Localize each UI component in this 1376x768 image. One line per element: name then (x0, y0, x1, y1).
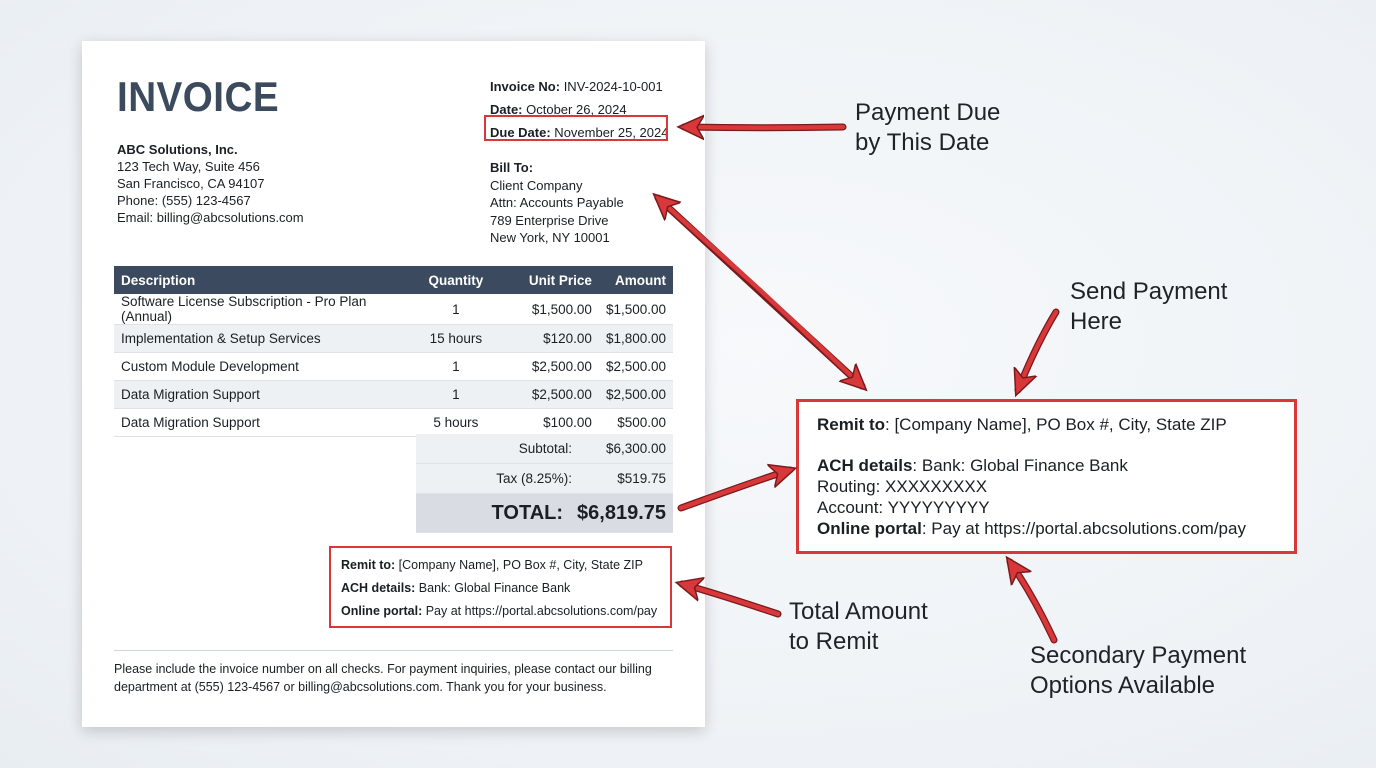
cell-amount: $2,500.00 (599, 381, 673, 409)
portal-line: Online portal: Pay at https://portal.abcsolutions.com/pay (817, 519, 1246, 538)
total-value: $6,819.75 (577, 501, 666, 524)
table-row (114, 409, 673, 437)
arrow-due-date (684, 127, 843, 128)
tax-label: Tax (8.25%): (496, 471, 572, 486)
remit-line: Remit to: [Company Name], PO Box #, City, State ZIP (341, 558, 643, 572)
cell-description: Data Migration Support (114, 381, 407, 409)
cell-description: Data Migration Support (114, 409, 407, 437)
cell-description: Custom Module Development (114, 353, 407, 381)
column-header-unit-price: Unit Price (505, 266, 599, 294)
total-label: TOTAL: (491, 501, 564, 524)
cell-amount: $500.00 (599, 409, 673, 437)
callout-total-amount: Total Amount to Remit (789, 598, 928, 655)
table-row (114, 381, 673, 409)
remit-line: Remit to: [Company Name], PO Box #, City, State ZIP (817, 415, 1227, 434)
cell-quantity: 1 (407, 381, 505, 409)
callout-payment-due: Payment Due by This Date (855, 99, 1001, 156)
tax-row (416, 464, 673, 494)
subtotal-row (416, 434, 673, 464)
company-info (117, 141, 304, 226)
invoice-document (82, 41, 705, 727)
total-row (416, 494, 673, 533)
cell-unit-price: $2,500.00 (505, 353, 599, 381)
arrow-send-payment (1018, 312, 1056, 390)
footer-divider (114, 650, 673, 651)
bill-to-line: 789 Enterprise Drive (490, 212, 609, 228)
column-header-description: Description (114, 266, 407, 294)
callout-send-payment: Send Payment Here (1070, 278, 1228, 335)
table-row (114, 325, 673, 353)
callout-secondary-options: Secondary Payment Options Available (1030, 642, 1247, 699)
routing-line: Routing: XXXXXXXXX (817, 477, 988, 496)
cell-amount: $1,500.00 (599, 294, 673, 325)
column-header-amount: Amount (599, 266, 673, 294)
table-row (114, 294, 673, 325)
footer-note: Please include the invoice number on all checks. For payment inquiries, please contact our billing department at (555) 123-4567 or billing@abcsolutions.com. Thank you for your business. (114, 662, 652, 694)
column-header-quantity: Quantity (407, 266, 505, 294)
subtotal-label: Subtotal: (518, 441, 572, 456)
bill-to-line: New York, NY 10001 (490, 230, 610, 245)
invoice-date: Date: October 26, 2024 (490, 102, 627, 117)
invoice-number: Invoice No: INV-2024-10-001 (490, 79, 663, 94)
line-items-table (114, 266, 673, 437)
cell-quantity: 15 hours (407, 325, 505, 353)
company-name: ABC Solutions, Inc. (117, 142, 238, 157)
invoice-title: INVOICE (117, 73, 280, 120)
ach-line: ACH details: Bank: Global Finance Bank (817, 456, 1128, 475)
bill-to-line: Client Company (490, 177, 583, 193)
subtotal-value: $6,300.00 (605, 441, 666, 456)
cell-quantity: 1 (407, 353, 505, 381)
company-phone: Phone: (555) 123-4567 (117, 193, 251, 208)
cell-unit-price: $2,500.00 (505, 381, 599, 409)
arrow-secondary (1010, 562, 1054, 640)
due-date-highlight (484, 115, 668, 141)
company-address-line1: 123 Tech Way, Suite 456 (117, 159, 260, 174)
cell-amount: $1,800.00 (599, 325, 673, 353)
totals-block (416, 434, 673, 533)
bill-to (490, 159, 624, 247)
remit-box-enlarged (796, 399, 1297, 554)
table-row (114, 353, 673, 381)
account-line: Account: YYYYYYYYY (817, 498, 990, 517)
remit-box-small (329, 546, 672, 628)
portal-line: Online portal: Pay at https://portal.abcsolutions.com/pay (341, 604, 658, 618)
cell-unit-price: $120.00 (505, 325, 599, 353)
cell-unit-price: $1,500.00 (505, 294, 599, 325)
company-email: Email: billing@abcsolutions.com (117, 210, 304, 225)
company-address-line2: San Francisco, CA 94107 (117, 176, 265, 191)
cell-description: Software License Subscription - Pro Plan (Annual) (114, 294, 407, 325)
ach-line: ACH details: Bank: Global Finance Bank (341, 581, 571, 595)
tax-value: $519.75 (617, 471, 666, 486)
cell-quantity: 1 (407, 294, 505, 325)
cell-unit-price: $100.00 (505, 409, 599, 437)
cell-quantity: 5 hours (407, 409, 505, 437)
cell-description: Implementation & Setup Services (114, 325, 407, 353)
invoice-due-date: Due Date: November 25, 2024 (490, 125, 669, 140)
cell-amount: $2,500.00 (599, 353, 673, 381)
table-header-row (114, 266, 673, 294)
bill-to-label: Bill To: (490, 160, 534, 175)
bill-to-line: Attn: Accounts Payable (490, 195, 624, 210)
